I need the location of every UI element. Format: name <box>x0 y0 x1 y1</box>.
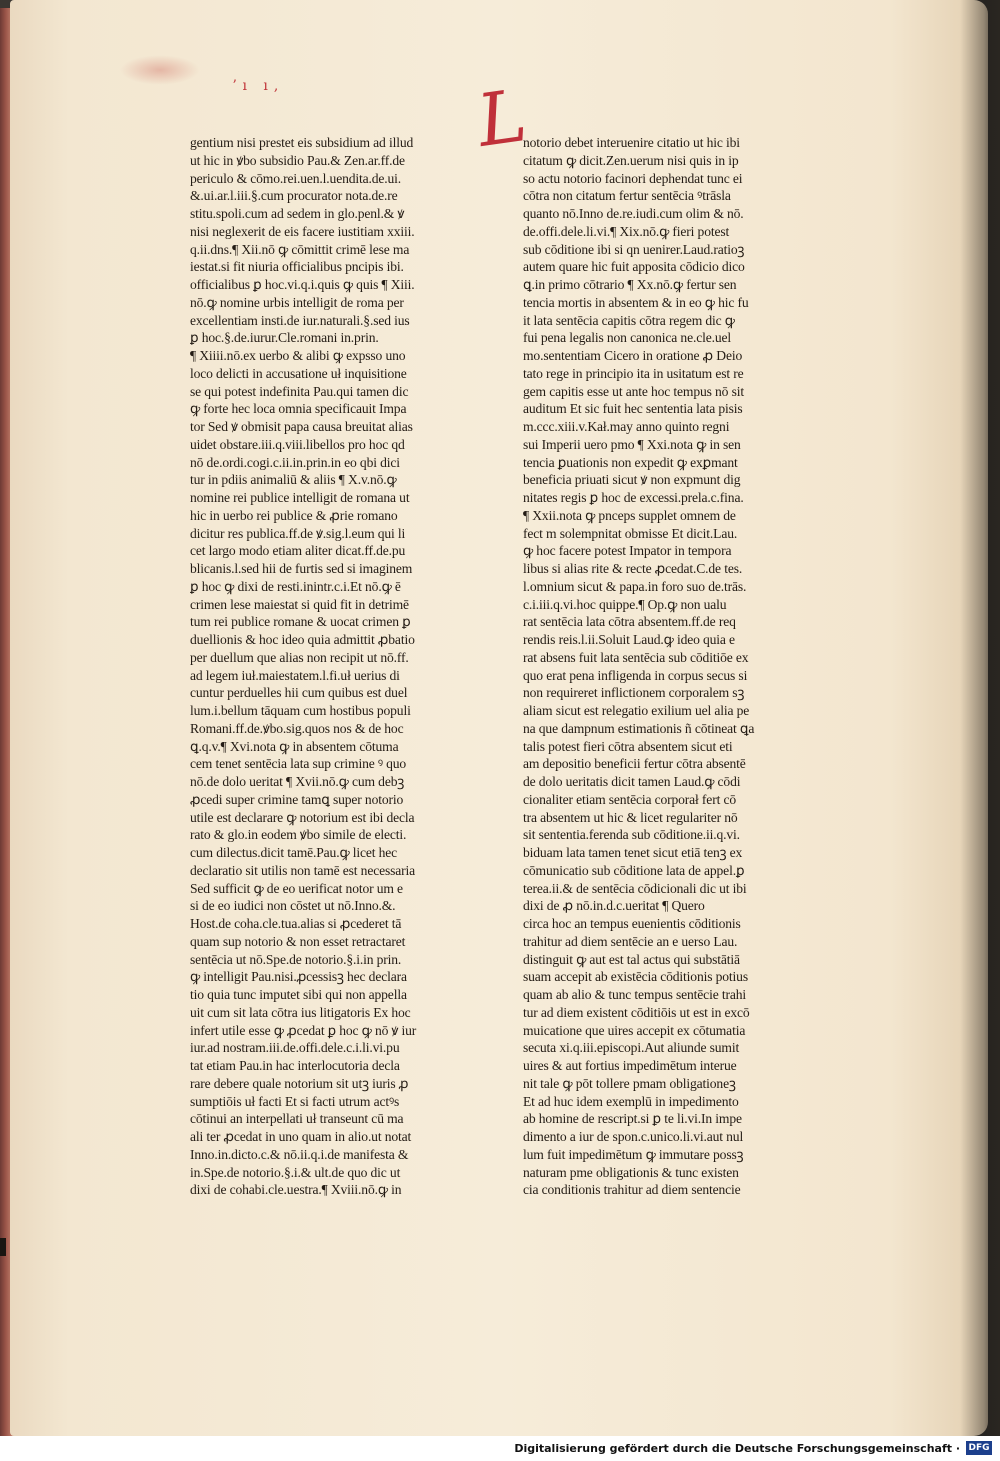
text-line: per duellum que alias non recipit ut nō.ff. <box>190 649 409 665</box>
text-line: loco delicti in accusatione uł inquisitione <box>190 365 407 381</box>
text-line: periculo & cōmo.rei.uen.l.uendita.de.ui. <box>190 170 402 186</box>
text-line: tencia ꝑuationis non expedit ꝙ exꝑmant <box>523 454 738 470</box>
text-line: na que dampnum estimationis ñ cōtineat ꝗa <box>523 720 755 736</box>
text-line: autem quare hic fuit apposita cōdicio dico <box>523 259 745 275</box>
text-line: ¶ Xiiii.nō.ex uerbo & alibi ꝙ expsso uno <box>190 348 406 363</box>
text-line: hic in uerbo rei publice & ꝓrie romano <box>190 507 398 523</box>
text-line: tor Sed ꝟ obmisit papa causa breuitat alias <box>190 419 413 434</box>
text-line: gentium nisi prestet eis subsidium ad illud <box>190 135 414 150</box>
text-line: talis potest fieri cōtra absentem sicut eti <box>523 738 733 754</box>
text-line: si de eo iudici non cōstet ut nō.Inno.&. <box>190 898 396 914</box>
text-line: sui Imperii uero pmo ¶ Xxi.nota ꝙ in sen <box>523 436 741 452</box>
text-line: crimen lese maiestat si quid fit in detrimē <box>190 596 409 612</box>
text-line: rat absens fuit lata sentēcia sub cōditiōe ex <box>523 649 749 665</box>
text-line: ¶ Xxii.nota ꝙ pnceps supplet omnem de <box>523 507 736 523</box>
text-line: rat sentēcia lata cōtra absentem.ff.de req <box>523 614 736 630</box>
text-line: trahitur ad diem sentēcie an e uerso Lau. <box>523 933 738 949</box>
text-line: c.i.iii.q.vi.hoc quippe.¶ Op.ꝙ non ualu <box>523 596 727 612</box>
text-line: quanto nō.Inno de.re.iudi.cum olim & nō. <box>523 206 744 221</box>
text-line: cet largo modo etiam aliter dicat.ff.de.pu <box>190 543 406 559</box>
text-line: auditum Et sic fuit hec sententia lata pisis <box>523 401 743 417</box>
margin-marks: ʼı ı, <box>232 78 285 94</box>
text-line: declaratio sit utilis non tamē est necessaria <box>190 862 416 878</box>
text-line: circa hoc an tempus euenientis cōditionis <box>523 916 741 931</box>
text-line: Romani.ff.de.ꝟbo.sig.quos nos & de hoc <box>190 720 404 736</box>
text-line: quo erat pena infligenda in corpus secus si <box>523 667 748 683</box>
text-line: ali ter ꝓcedat in uno quam in alio.ut notat <box>190 1129 412 1144</box>
text-line: biduam lata tamen tenet sicut etiā tenꝫ ex <box>523 845 743 860</box>
text-line: libus si alias rite & recte ꝓcedat.C.de tes. <box>523 561 743 576</box>
text-line: muicatione que uires accepit ex cōtumatia <box>523 1022 746 1038</box>
text-line: dimento a iur de spon.c.unico.li.vi.aut nul <box>523 1129 744 1144</box>
text-line: ꝓcedi super crimine tamꝗ super notorio <box>190 791 404 807</box>
text-line: quam sup notorio & non esset retractaret <box>190 933 406 949</box>
text-line: &.ui.ar.l.iii.§.cum procurator nota.de.re <box>190 188 398 204</box>
text-line: l.omnium sicut & papa.in foro suo de.trās. <box>523 578 747 594</box>
text-line: sub cōditione ibi si qn uenirer.Laud.ratioꝫ <box>523 241 745 257</box>
text-line: lum.i.bellum tāquam cum hostibus populi <box>190 703 411 718</box>
text-line: ꝙ hoc facere potest Impator in tempora <box>523 543 732 559</box>
text-line: de dolo ueritatis dicit tamen Laud.ꝙ cōdi <box>523 774 741 789</box>
text-line: sentēcia ut nō.Spe.de notorio.§.i.in prin. <box>190 951 402 967</box>
text-line: fui pena legalis non canonica ne.cle.uel <box>523 330 732 346</box>
text-line: de.offi.dele.li.vi.¶ Xix.nō.ꝙ fieri potest <box>523 223 730 239</box>
text-line: tur in pdiis animaliū & aliis ¶ X.v.nō.ꝙ <box>190 472 397 488</box>
text-line: uit cum sit lata cōtra ius litigatoris Ex hoc <box>190 1004 411 1020</box>
text-line: Et ad huc idem exemplū in impedimento <box>523 1093 739 1109</box>
funding-credit: Digitalisierung gefördert durch die Deutsche Forschungsgemeinschaft · <box>514 1442 960 1455</box>
text-line: blicanis.l.sed hii de furtis sed si imaginem <box>190 561 413 576</box>
text-line: tio quia tunc imputet sibi qui non appella <box>190 987 407 1002</box>
text-line: cionaliter etiam sentēcia corporał fert cō <box>523 791 736 807</box>
text-line: terea.ii.& de sentēcia cōdicionali dic ut ibi <box>523 880 747 896</box>
text-line: nō.de dolo ueritat ¶ Xvii.nō.ꝙ cum debꝫ <box>190 774 405 789</box>
text-line: cem tenet sentēcia lata sup crimine ꝰ quo <box>190 756 407 772</box>
text-line: ꝙ intelligit Pau.nisi.ꝓcessisꝫ hec declara <box>190 969 407 985</box>
text-line: tat etiam Pau.in hac interlocutoria decla <box>190 1058 400 1073</box>
text-line: dixi de ꝓ nō.in.d.c.ueritat ¶ Quero <box>523 898 705 914</box>
text-line: Inno.in.dicto.c.& nō.ii.q.i.de manifesta & <box>190 1146 409 1162</box>
text-line: tencia mortis in absentem & in eo ꝙ hic fu <box>523 294 749 310</box>
text-line: cum dilectus.dicit tamē.Pau.ꝙ licet hec <box>190 845 398 860</box>
text-line: cōtra non citatum fertur sentēcia ꝰtrāsla <box>523 188 731 204</box>
text-line: ꝗ.in primo cōtrario ¶ Xx.nō.ꝙ fertur sen <box>523 277 737 292</box>
text-line: beneficia priuati sicut ꝟ non expmunt dig <box>523 472 741 488</box>
footer-bar <box>0 1436 1000 1461</box>
text-line: tum rei publice romane & uocat crimen ꝑ <box>190 614 411 630</box>
text-line: so actu notorio facinori dephendat tunc ei <box>523 170 743 186</box>
text-line: rato & glo.in eodem ꝟbo simile de electi. <box>190 827 407 843</box>
text-line: notorio debet interuenire citatio ut hic ibi <box>523 135 740 150</box>
rubricated-initial: L <box>472 73 532 163</box>
text-line: am depositio beneficii fertur cōtra absentē <box>523 756 746 772</box>
text-line: tur ad diem existent cōditiōis ut est in excō <box>523 1004 750 1020</box>
text-line: rendis reis.l.ii.Soluit Laud.ꝙ ideo quia e <box>523 632 735 647</box>
text-line: mo.sententiam Cicero in oratione ꝓ Deio <box>523 348 743 363</box>
text-line: sit sententia.ferenda sub cōditione.ii.q.vi. <box>523 827 740 843</box>
text-line: stitu.spoli.cum ad sedem in glo.penl.& ꝟ <box>190 206 405 221</box>
text-line: nomine rei publice intelligit de romana ut <box>190 490 410 505</box>
text-line: tato rege in principio ita in usitatum est re <box>523 365 744 381</box>
text-line: ut hic in ꝟbo subsidio Pau.& Zen.ar.ff.de <box>190 152 405 168</box>
text-line: iur.ad nostram.iii.de.offi.dele.c.i.li.vi.pu <box>190 1040 400 1056</box>
text-line: cuntur perduelles hii cum quibus est duel <box>190 685 408 701</box>
text-line: in.Spe.de notorio.§.i.& ult.de quo dic ut <box>190 1164 401 1180</box>
page-gutter-shadow <box>960 0 1000 1436</box>
text-line: tra absentem ut hic & licet regulariter nō <box>523 809 738 825</box>
book-page <box>10 0 988 1436</box>
text-line: Sed sufficit ꝙ de eo uerificat notor um e <box>190 880 403 896</box>
text-line: it lata sentēcia capitis cōtra regem dic ꝙ <box>523 312 735 328</box>
text-line: se qui potest indefinita Pau.qui tamen dic <box>190 383 409 399</box>
text-line: excellentiam insti.de iur.naturali.§.sed ius <box>190 312 410 328</box>
text-line: dixi de cohabi.cle.uestra.¶ Xviii.nō.ꝙ in <box>190 1182 402 1198</box>
text-line: nisi neglexerit de eis facere iustitiam xxiii. <box>190 223 415 239</box>
text-line: nitates regis ꝑ hoc de excessi.prela.c.fina. <box>523 490 744 505</box>
text-line: duellionis & hoc ideo quia admittit ꝓbatio <box>190 632 415 647</box>
text-line: quam ab alio & tunc tempus sentēcie trahi <box>523 987 746 1002</box>
text-line: lum fuit impedimētum ꝙ immutare possꝫ <box>523 1146 744 1162</box>
text-line: infert utile esse ꝙ ꝓcedat ꝑ hoc ꝙ nō ꝟ iur <box>190 1022 417 1038</box>
text-line: dicitur res publica.ff.de ꝟ.sig.l.eum qui li <box>190 525 406 541</box>
text-line: gem capitis esse ut ante hoc tempus nō sit <box>523 383 744 399</box>
text-line: m.ccc.xiii.v.Kał.may anno quinto regni <box>523 419 730 434</box>
text-line: naturam pme obligationis & tunc existen <box>523 1164 739 1180</box>
dfg-logo: DFG <box>966 1441 992 1455</box>
text-line: utile est declarare ꝙ notorium est ibi decla <box>190 809 415 825</box>
text-line: rare debere quale notorium sit utꝫ iuris ꝓ <box>190 1075 409 1091</box>
text-line: Host.de coha.cle.tua.alias si ꝓcederet tā <box>190 916 402 931</box>
text-column-left <box>190 134 490 1199</box>
text-line: fect m solempnitat obmisse Et dicit.Lau. <box>523 525 738 541</box>
binding-mark <box>0 1238 6 1256</box>
text-line: sumptiōis uł facti Et si facti utrum actꝰs <box>190 1093 400 1109</box>
text-line: ꝑ hoc ꝙ dixi de resti.inintr.c.i.Et nō.ꝙ ē <box>190 578 401 594</box>
text-line: iestat.si fit niuria officialibus pncipis ibi. <box>190 259 404 275</box>
text-line: distinguit ꝙ aut est tal actus qui substātiā <box>523 951 740 967</box>
text-line: cia conditionis trahitur ad diem sentencie <box>523 1182 741 1198</box>
text-line: ꝑ hoc.§.de.iurur.Cle.romani in.prin. <box>190 330 379 346</box>
text-line: nō de.ordi.cogi.c.ii.in.prin.in eo qbi dici <box>190 454 400 470</box>
text-line: nō.ꝙ nomine urbis intelligit de roma per <box>190 294 404 310</box>
text-line: ab homine de rescript.si ꝑ te li.vi.In impe <box>523 1111 742 1127</box>
text-line: non requireret inflictionem corporalem sꝫ <box>523 685 745 701</box>
text-column-right <box>523 134 823 1199</box>
text-line: secuta xi.q.iii.episcopi.Aut aliunde sumit <box>523 1040 740 1056</box>
text-line: aliam sicut est relegatio exilium uel alia pe <box>523 703 750 718</box>
text-line: ꝙ forte hec loca omnia specificauit Impa <box>190 401 407 417</box>
text-line: ad legem iuł.maiestatem.l.fi.uł uerius di <box>190 667 400 683</box>
text-line: uires & aut fortius impedimētum interue <box>523 1058 737 1073</box>
text-line: uidet obstare.iii.q.viii.libellos pro hoc qd <box>190 436 405 452</box>
text-line: cōtinui an interpellati uł transeunt cū ma <box>190 1111 404 1127</box>
text-line: citatum ꝙ dicit.Zen.uerum nisi quis in ip <box>523 152 739 168</box>
page-stain <box>120 55 200 85</box>
text-line: q.ii.dns.¶ Xii.nō ꝙ cōmittit crimē lese ma <box>190 241 410 257</box>
text-line: suam accepit ab existēcia cōditionis potius <box>523 969 748 985</box>
text-line: officialibus ꝑ hoc.vi.q.i.quis ꝙ quis ¶ Xiii. <box>190 277 415 292</box>
text-line: nit tale ꝙ pōt tollere pmam obligationeꝫ <box>523 1075 736 1091</box>
text-line: cōmunicatio sub cōditione lata de appel.ꝑ <box>523 862 745 878</box>
text-line: ꝗ.q.v.¶ Xvi.nota ꝙ in absentem cōtuma <box>190 738 399 754</box>
